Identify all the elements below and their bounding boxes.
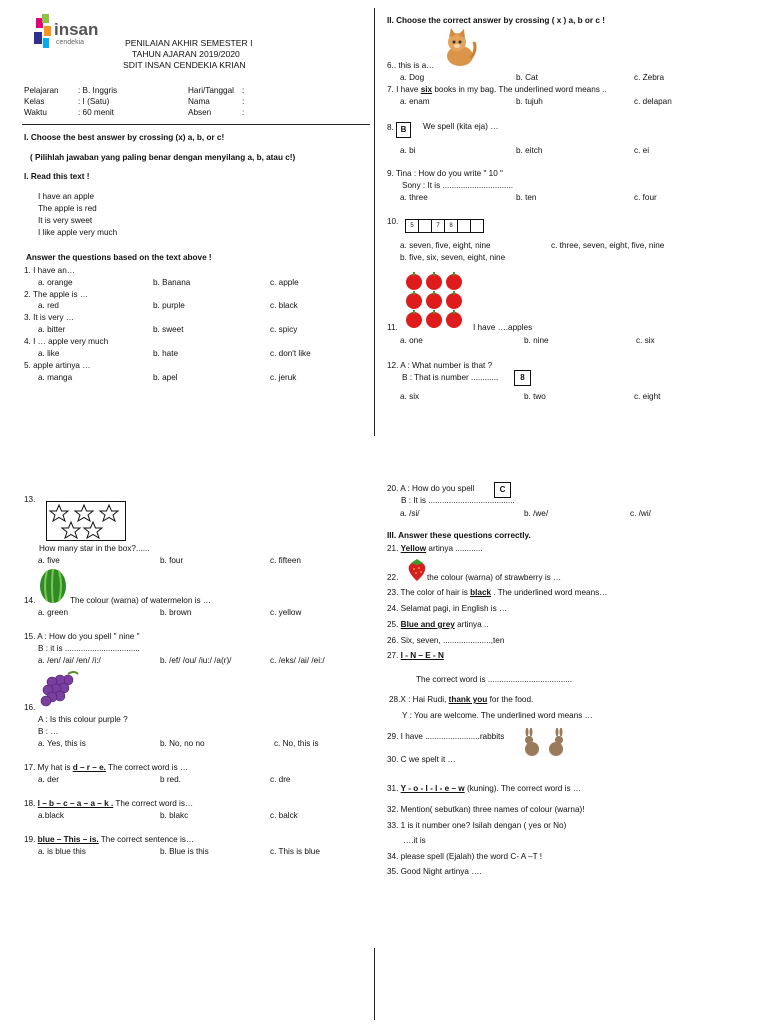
question-12: 12. A : What number is that ? xyxy=(387,361,493,370)
option-2b[interactable]: b. purple xyxy=(153,301,185,310)
question-11: I have ….apples xyxy=(473,323,533,332)
option-3c[interactable]: c. spicy xyxy=(270,325,298,334)
option-9b[interactable]: b. ten xyxy=(516,193,537,202)
question-21-word: Yellow xyxy=(400,544,427,553)
question-25-word: Blue and grey xyxy=(400,620,455,629)
section1-subheading: ( Pilihlah jawaban yang paling benar dengan menyilang a, b, atau c!) xyxy=(30,153,296,162)
sequence-cell xyxy=(418,219,432,233)
question-9: 9. Tina : How do you write " 10 " xyxy=(387,169,503,178)
option-8b[interactable]: b. eitch xyxy=(516,146,543,155)
question-23-post: . The underlined word means… xyxy=(491,588,608,597)
question-28 xyxy=(389,695,533,705)
question-17-word: d – r – e. xyxy=(72,763,106,772)
question-32: 32. Mention( sebutkan) three names of colour (warna)! xyxy=(387,805,585,814)
option-14c[interactable]: c. yellow xyxy=(270,608,302,617)
option-18c[interactable]: c. balck xyxy=(270,811,298,820)
question-18-pre: 18. xyxy=(24,799,38,808)
question-15-line-2: B : it is ................................. xyxy=(38,644,140,653)
question-10-number: 10. xyxy=(387,217,399,226)
question-17-pre: 17. My hat is xyxy=(24,763,73,772)
option-11c[interactable]: c. six xyxy=(636,336,655,345)
column-divider-top xyxy=(374,8,375,436)
questions-heading: Answer the questions based on the text above ! xyxy=(26,253,212,262)
option-20b[interactable]: b. /we/ xyxy=(524,509,549,518)
option-10b[interactable]: b. five, six, seven, eight, nine xyxy=(400,253,506,262)
read-heading: I. Read this text ! xyxy=(24,172,90,181)
info-label-date: Hari/Tanggal xyxy=(188,86,234,95)
question-24: 24. Selamat pagi, in English is … xyxy=(387,604,508,613)
question-7-word: six xyxy=(420,85,433,94)
question-27 xyxy=(387,651,444,661)
question-21 xyxy=(387,544,483,554)
question-7-pre: 7. I have xyxy=(387,85,421,94)
question-27-line-2: The correct word is ..................................... xyxy=(416,675,573,684)
option-3a[interactable]: a. bitter xyxy=(38,325,66,334)
header-divider xyxy=(22,124,370,125)
section1-heading: I. Choose the best answer by crossing (x) a, b, or c! xyxy=(24,133,225,142)
option-1a[interactable]: a. orange xyxy=(38,278,73,287)
info-label-absen: Absen xyxy=(188,108,212,117)
option-2c[interactable]: c. black xyxy=(270,301,298,310)
option-1c[interactable]: c. apple xyxy=(270,278,299,287)
sequence-cell: 7 xyxy=(431,219,445,233)
question-19-post: The correct sentence is… xyxy=(98,835,195,844)
option-13b[interactable]: b. four xyxy=(160,556,184,565)
sequence-cell: 5 xyxy=(405,219,419,233)
exam-title-line-1: PENILAIAN AKHIR SEMESTER I xyxy=(125,38,253,48)
column-divider-bottom xyxy=(374,948,375,1020)
question-28-pre: 28.X : Hai Rudi, xyxy=(389,695,449,704)
question-20: 20. A : How do you spell xyxy=(387,484,475,493)
option-17c[interactable]: c. dre xyxy=(270,775,291,784)
option-14b[interactable]: b. brown xyxy=(160,608,192,617)
info-value-time: : 60 menit xyxy=(78,108,114,117)
strawberry-icon xyxy=(406,558,428,582)
question-25-post: artinya .. xyxy=(454,620,489,629)
option-9a[interactable]: a. three xyxy=(400,193,428,202)
option-15a[interactable]: a. /en/ /ai/ /en/ /i:/ xyxy=(38,656,101,665)
question-28-line-2: Y : You are welcome. The underlined word means … xyxy=(402,711,593,720)
question-31-pre: 31. xyxy=(387,784,401,793)
option-7a[interactable]: a. enam xyxy=(400,97,430,106)
question-34: 34. please spell (Ejalah) the word C- A –T ! xyxy=(387,852,543,861)
question-23 xyxy=(387,588,607,598)
question-12-line-2: B : That is number ............ xyxy=(402,373,499,382)
option-15c[interactable]: c. /eks/ /ai/ /ei:/ xyxy=(270,656,325,665)
question-5: 5. apple artinya … xyxy=(24,361,91,370)
question-29: 29. I have ........................rabbits xyxy=(387,732,505,741)
option-17a[interactable]: a. der xyxy=(38,775,59,784)
option-16c[interactable]: c. No, this is xyxy=(274,739,319,748)
info-value-subject: : B. Inggris xyxy=(78,86,118,95)
question-35: 35. Good Night artinya …. xyxy=(387,867,482,876)
sequence-cell: 8 xyxy=(444,219,458,233)
question-28-word: thank you xyxy=(448,695,488,704)
question-21-pre: 21. xyxy=(387,544,401,553)
option-17b[interactable]: b red. xyxy=(160,775,181,784)
letter-box-c: C xyxy=(494,482,511,498)
number-sequence xyxy=(405,219,485,233)
question-27-word: I - N – E - N xyxy=(400,651,444,660)
exam-title-line-3: SDIT INSAN CENDEKIA KRIAN xyxy=(123,60,246,70)
question-21-post: artinya ............ xyxy=(426,544,483,553)
question-7-post: books in my bag. The underlined word means .. xyxy=(432,85,607,94)
option-6c[interactable]: c. Zebra xyxy=(634,73,665,82)
option-19b[interactable]: b. Blue is this xyxy=(160,847,209,856)
option-19a[interactable]: a. is blue this xyxy=(38,847,86,856)
question-28-post: for the food. xyxy=(487,695,534,704)
question-8-number: 8. xyxy=(387,123,394,132)
question-25 xyxy=(387,620,489,630)
question-14: The colour (warna) of watermelon is … xyxy=(70,596,212,605)
option-8c[interactable]: c. ei xyxy=(634,146,650,155)
question-33: 33. 1 is it number one? Isilah dengan ( yes or No) xyxy=(387,821,567,830)
rabbits-icon xyxy=(520,728,568,758)
question-13: How many star in the box?...... xyxy=(39,544,150,553)
option-2a[interactable]: a. red xyxy=(38,301,59,310)
question-18-word: l – b – c – a – a – k . xyxy=(37,799,114,808)
info-value-date: : xyxy=(242,86,245,95)
question-20-line-2: B : It is ...................................... xyxy=(401,496,515,505)
question-14-number: 14. xyxy=(24,596,36,605)
question-17 xyxy=(24,763,188,773)
question-16-number: 16. xyxy=(24,703,36,712)
info-label-time: Waktu xyxy=(24,108,47,117)
question-22-number: 22. xyxy=(387,573,399,582)
question-3: 3. It is very … xyxy=(24,313,75,322)
apples-icon xyxy=(405,272,467,330)
question-19 xyxy=(24,835,194,845)
option-10c[interactable]: c. three, seven, eight, five, nine xyxy=(551,241,665,250)
question-4: 4. I … apple very much xyxy=(24,337,109,346)
read-text-line-4: I like apple very much xyxy=(38,228,118,237)
option-7b[interactable]: b. tujuh xyxy=(516,97,543,106)
letter-box-b: B xyxy=(396,122,411,138)
cat-icon xyxy=(441,28,477,68)
option-10a[interactable]: a. seven, five, eight, nine xyxy=(400,241,491,250)
question-7 xyxy=(387,85,607,95)
school-logo xyxy=(34,14,104,54)
star-box xyxy=(46,501,126,541)
question-23-word: black xyxy=(470,588,492,597)
option-5c[interactable]: c. jeruk xyxy=(270,373,297,382)
question-8: We spell (kita eja) … xyxy=(423,122,499,131)
question-33-line-2: ….it is xyxy=(403,836,426,845)
option-5a[interactable]: a. manga xyxy=(38,373,73,382)
info-value-class: : I (Satu) xyxy=(78,97,110,106)
question-15: 15. A : How do you spell " nine " xyxy=(24,632,140,641)
sequence-cell xyxy=(470,219,484,233)
option-1b[interactable]: b. Banana xyxy=(153,278,191,287)
number-box-8: 8 xyxy=(514,370,531,386)
question-19-pre: 19. xyxy=(24,835,38,844)
info-value-absen: : xyxy=(242,108,245,117)
question-25-pre: 25. xyxy=(387,620,401,629)
question-18-post: The correct word is… xyxy=(113,799,194,808)
option-7c[interactable]: c. delapan xyxy=(634,97,672,106)
option-16b[interactable]: b. No, no no xyxy=(160,739,205,748)
option-19c[interactable]: c. This is blue xyxy=(270,847,320,856)
info-value-name: : xyxy=(242,97,245,106)
question-2: 2. The apple is … xyxy=(24,290,89,299)
question-23-pre: 23. The color of hair is xyxy=(387,588,471,597)
option-5b[interactable]: b. apel xyxy=(153,373,178,382)
logo-name: insan xyxy=(54,20,99,39)
option-14a[interactable]: a. green xyxy=(38,608,69,617)
info-label-name: Nama xyxy=(188,97,210,106)
info-label-class: Kelas xyxy=(24,97,45,106)
option-13a[interactable]: a. five xyxy=(38,556,60,565)
read-text-line-2: The apple is red xyxy=(38,204,97,213)
section3-heading: III. Answer these questions correctly. xyxy=(387,531,531,540)
logo-subtitle: cendekia xyxy=(56,39,85,46)
question-16: A : Is this colour purple ? xyxy=(38,715,128,724)
option-4c[interactable]: c. don't like xyxy=(270,349,311,358)
option-8a[interactable]: a. bi xyxy=(400,146,416,155)
exam-title-line-2: TAHUN AJARAN 2019/2020 xyxy=(132,49,240,59)
option-20c[interactable]: c. /wi/ xyxy=(630,509,651,518)
question-18 xyxy=(24,799,193,809)
option-4b[interactable]: b. hate xyxy=(153,349,179,358)
read-text-line-3: It is very sweet xyxy=(38,216,93,225)
question-31-post: (kuning). The correct word is … xyxy=(464,784,582,793)
option-20a[interactable]: a. /si/ xyxy=(400,509,420,518)
option-4a[interactable]: a. like xyxy=(38,349,60,358)
question-6: 6.. this is a… xyxy=(387,61,435,70)
option-9c[interactable]: c. four xyxy=(634,193,657,202)
question-16-line-2: B : … xyxy=(38,727,59,736)
sequence-cell xyxy=(457,219,471,233)
option-15b[interactable]: b. /ef/ /ou/ /iu:/ /a(r)/ xyxy=(160,656,232,665)
option-16a[interactable]: a. Yes, this is xyxy=(38,739,86,748)
option-6b[interactable]: b. Cat xyxy=(516,73,538,82)
question-11-number: 11. xyxy=(387,323,398,332)
option-11a[interactable]: a. one xyxy=(400,336,423,345)
option-18b[interactable]: b. blakc xyxy=(160,811,189,820)
question-30: 30. C we spelt it … xyxy=(387,755,456,764)
question-17-post: The correct word is … xyxy=(105,763,189,772)
option-18a[interactable]: a.black xyxy=(38,811,64,820)
question-1: 1. I have an… xyxy=(24,266,75,275)
question-31-word: Y - o - l - l - e – w xyxy=(400,784,465,793)
option-12a[interactable]: a. six xyxy=(400,392,420,401)
read-text-line-1: I have an apple xyxy=(38,192,94,201)
grapes-icon xyxy=(38,668,82,710)
question-13-number: 13. xyxy=(24,495,36,504)
logo-icon xyxy=(34,14,54,50)
question-31 xyxy=(387,784,581,794)
info-label-subject: Pelajaran xyxy=(24,86,59,95)
option-12b[interactable]: b. two xyxy=(524,392,546,401)
watermelon-icon xyxy=(38,567,68,605)
question-22: the colour (warna) of strawberry is … xyxy=(427,573,562,582)
option-6a[interactable]: a. Dog xyxy=(400,73,425,82)
question-26: 26. Six, seven, .....................,ten xyxy=(387,636,505,645)
option-3b[interactable]: b. sweet xyxy=(153,325,184,334)
option-11b[interactable]: b. nine xyxy=(524,336,549,345)
option-13c[interactable]: c. fifteen xyxy=(270,556,301,565)
section2-heading: II. Choose the correct answer by crossing ( x ) a, b or c ! xyxy=(387,16,605,25)
question-19-word: blue – This – is. xyxy=(37,835,99,844)
option-12c[interactable]: c. eight xyxy=(634,392,661,401)
question-9-line-2: Sony : It is ............................... xyxy=(402,181,514,190)
question-27-pre: 27. xyxy=(387,651,401,660)
